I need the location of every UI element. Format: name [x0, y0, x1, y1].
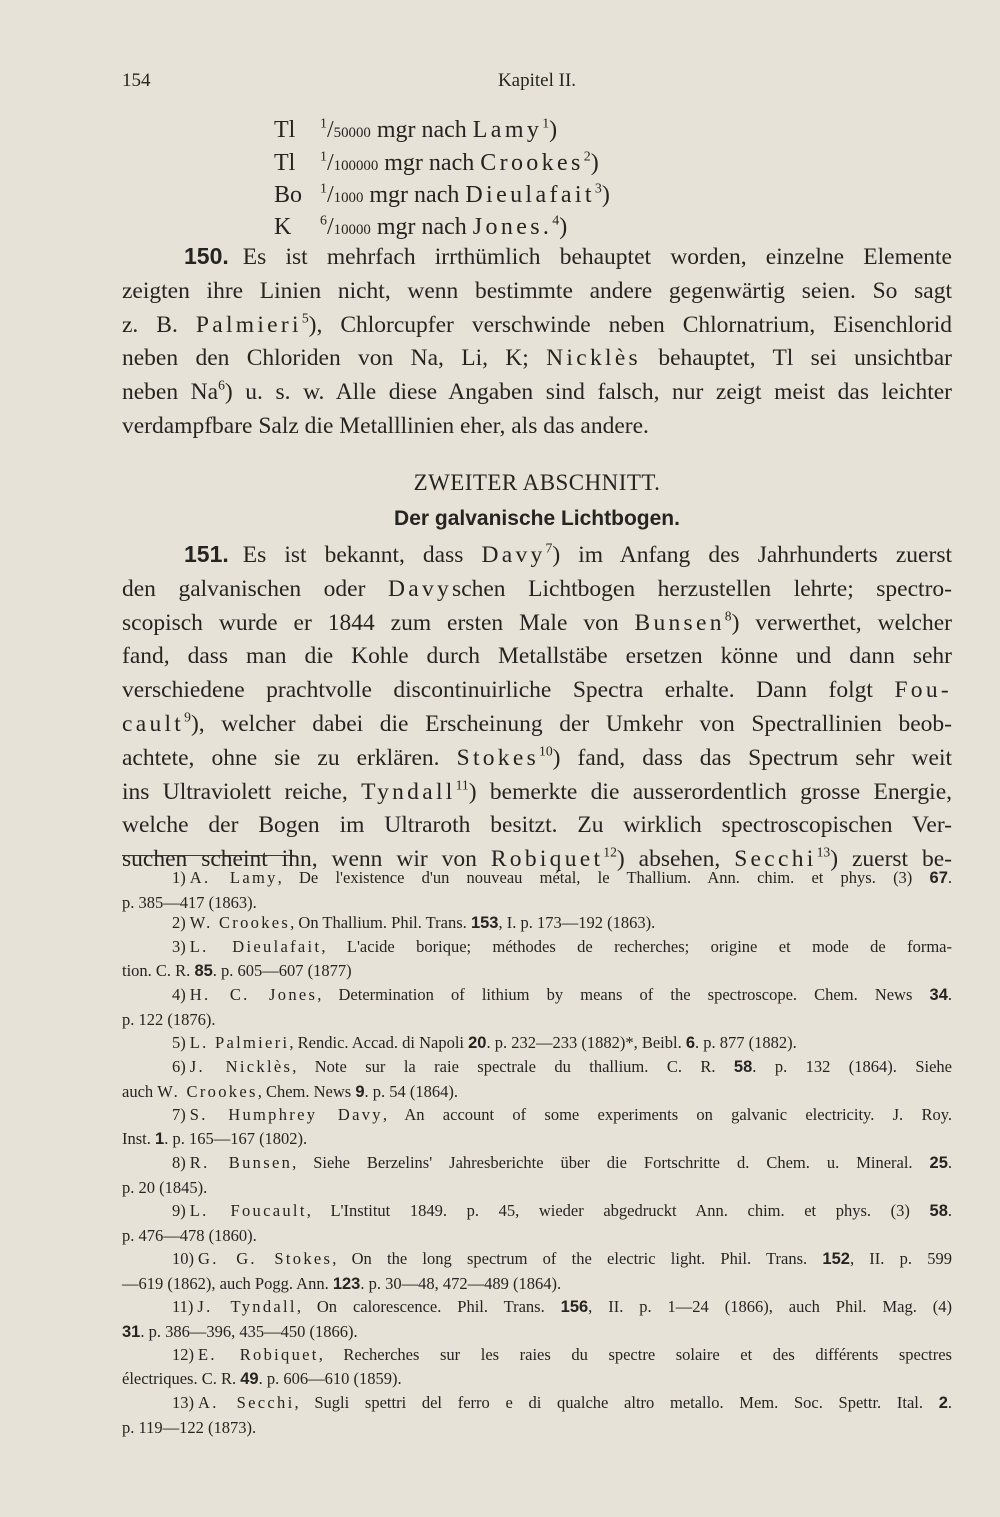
page-number: 154 [122, 70, 151, 91]
footnote-8: 8) R. Bunsen, Siehe Berzelins' Jahresberichte über die Fortschritte d. Chem. u. Mineral. 25. p. 20 (1845). [122, 1153, 953, 1197]
footnote-10: 10) G. G. Stokes, On the long spectrum of the electric light. Phil. Trans. 152, II. p. 599 —619 (1862), auch Pogg. Ann. 123. p. 30—48, 472—489 (1864). [122, 1249, 952, 1293]
footnote-13: 13) A. Secchi, Sugli spettri del ferro e di qualche altro metallo. Mem. Soc. Spettr. Ital. 2. p. 119—122 (1873). [122, 1393, 953, 1437]
limit-row: K $^6$/10000 mgr nach Jones.$^4$) [274, 213, 568, 240]
paragraph-number: 151. [184, 541, 229, 567]
paragraph-151: 151. Es ist bekannt, dass Davy$^7$) im Anfang des Jahrhunderts zuerst den galvanischen oder Davyschen Lichtbogen herzustellen lehrte; spectro- scopisch wurde er 1844 zum ersten Male von Bunsen$^8$) verwerthet, welcher fand, dass man die Kohle durch Metallstäbe ersetzen könne und dann sehr verschiedene prachtvolle discontinuirliche Spectra erhalte. Dann folgt Fou- cault$^9$), welcher dabei die Erscheinung der Umkehr von Spectrallinien beob- achtete, ohne sie zu erklären. Stokes$^{10}$) fand, dass das Spectrum sehr weit ins Ultraviolett reiche, Tyndall$^{11}$) bemerkte die ausserordentlich grosse Energie, welche der Bogen im Ultraroth besitzt. Zu wirklich spectroscopischen Ver- suchen scheint ihn, wenn wir von Robiquet$^{12}$) absehen, Secchi$^{13}$) zuerst be- [122, 540, 953, 873]
footnote-2: 2) W. Crookes, On Thallium. Phil. Trans. 153, I. p. 173—192 (1863). [172, 913, 656, 932]
limit-row: Bo $^1$/1000 mgr nach Dieulafait$^3$) [274, 181, 610, 208]
footnote-11: 11) J. Tyndall, On calorescence. Phil. Trans. 156, II. p. 1—24 (1866), auch Phil. Mag. (4) 31. p. 386—396, 435—450 (1866). [122, 1297, 952, 1341]
footnote-5: 5) L. Palmieri, Rendic. Accad. di Napoli 20. p. 232—233 (1882)*, Beibl. 6. p. 877 (1882). [172, 1033, 797, 1052]
paragraph-number: 150. [184, 243, 229, 269]
footnote-rule [122, 855, 294, 856]
page-header [122, 70, 952, 100]
footnote-3: 3) L. Dieulafait, L'acide borique; méthodes de recherches; origine et mode de forma- tion. C. R. 85. p. 605—607 (1877) [122, 937, 952, 980]
footnote-12: 12) E. Robiquet, Recherches sur les raies du spectre solaire et des différents spectres électriques. C. R. 49. p. 606—610 (1859). [122, 1345, 952, 1388]
limit-row: Tl $^1$/100000 mgr nach Crookes$^2$) [274, 149, 599, 176]
section-title: ZWEITER ABSCHNITT. [413, 470, 661, 495]
footnote-1: 1) A. Lamy, De l'existence d'un nouveau métal, le Thallium. Ann. chim. et phys. (3) 67. p. 385—417 (1863). [122, 868, 952, 912]
footnote-9: 9) L. Foucault, L'Institut 1849. p. 45, wieder abgedruckt Ann. chim. et phys. (3) 58. p. 476—478 (1860). [122, 1201, 952, 1245]
footnote-4: 4) H. C. Jones, Determination of lithium by means of the spectroscope. Chem. News 34. p. 122 (1876). [122, 985, 953, 1029]
section-subtitle: Der galvanische Lichtbogen. [394, 507, 680, 530]
running-head: Kapitel II. [497, 70, 577, 91]
paragraph-150: 150. Es ist mehrfach irrthümlich behauptet worden, einzelne Elemente zeigten ihre Linien nicht, wenn bestimmte andere gegenwärtig seien. So sagt z. B. Palmieri$^5$), Chlorcupfer verschwinde neben Chlornatrium, Eisenchlorid neben den Chloriden von Na, Li, K; Nicklès behauptet, Tl sei unsichtbar neben Na$^6$) u. s. w. Alle diese Angaben sind falsch, nur zeigt meist das leichter verdampfbare Salz die Metalllinien eher, als das andere. [122, 243, 952, 439]
footnote-7: 7) S. Humphrey Davy, An account of some experiments on galvanic electricity. J. Roy. Inst. 1. p. 165—167 (1802). [122, 1105, 953, 1148]
limit-row: Tl $^1$/50000 mgr nach Lamy$^1$) [274, 116, 558, 143]
footnote-6: 6) J. Nicklès, Note sur la raie spectrale du thallium. C. R. 58. p. 132 (1864). Siehe auch W. Crookes, Chem. News 9. p. 54 (1864). [122, 1057, 952, 1101]
